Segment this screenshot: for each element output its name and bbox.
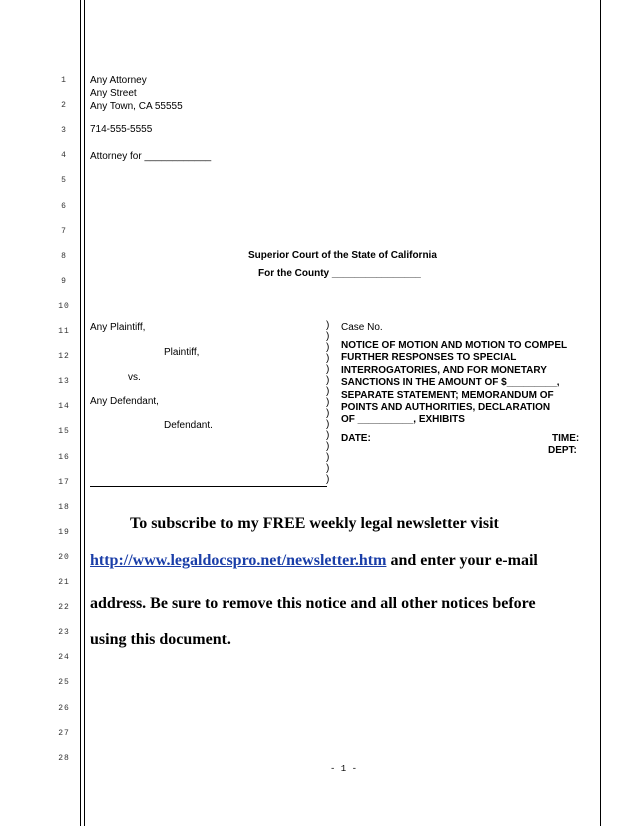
caption-paren: ): [326, 342, 330, 353]
caption-paren: ): [326, 320, 330, 331]
left-margin-rule-2: [84, 0, 85, 826]
caption-paren: ): [326, 441, 330, 452]
caption-paren: ): [326, 463, 330, 474]
line-number: 13: [58, 377, 70, 387]
line-number: 15: [58, 427, 70, 437]
caption-paren: ): [326, 353, 330, 364]
attorney-phone: 714-555-5555: [90, 124, 153, 135]
newsletter-link[interactable]: http://www.legaldocspro.net/newsletter.htm: [90, 552, 387, 569]
caption-paren: ): [326, 452, 330, 463]
attorney-name: Any Attorney: [90, 75, 147, 86]
line-number: 17: [58, 477, 70, 487]
line-number: 16: [58, 452, 70, 462]
notice-line-3: address. Be sure to remove this notice and all other notices before: [90, 595, 536, 612]
line-number: 24: [58, 653, 70, 663]
right-margin-rule: [600, 0, 601, 826]
caption-paren: ): [326, 419, 330, 430]
line-number: 19: [58, 527, 70, 537]
case-title-line: OF __________, EXHIBITS: [341, 414, 465, 426]
line-number: 2: [61, 101, 67, 111]
line-number: 21: [58, 578, 70, 587]
plaintiff-name: Any Plaintiff,: [90, 322, 146, 333]
line-number: 7: [61, 226, 67, 236]
caption-paren: ): [326, 386, 330, 397]
line-number: 22: [58, 603, 70, 613]
notice-line-2-rest: and enter your e-mail: [386, 552, 538, 569]
caption-paren: ): [326, 331, 330, 342]
line-number: 5: [61, 176, 67, 186]
case-title-line: SEPARATE STATEMENT; MEMORANDUM OF: [341, 389, 554, 401]
caption-paren: ): [326, 364, 330, 375]
caption-paren: ): [326, 408, 330, 419]
line-number: 18: [58, 502, 70, 512]
case-title-line: INTERROGATORIES, AND FOR MONETARY: [341, 364, 547, 376]
notice-line-4: using this document.: [90, 631, 231, 648]
notice-line-1: To subscribe to my FREE weekly legal newsletter visit: [130, 515, 499, 532]
court-name: Superior Court of the State of California: [248, 250, 437, 261]
line-number: 23: [58, 628, 70, 638]
attorney-for: Attorney for ____________: [90, 151, 212, 162]
line-number: 4: [61, 151, 67, 161]
line-number: 28: [58, 753, 70, 763]
case-title-line: SANCTIONS IN THE AMOUNT OF $_________,: [341, 377, 560, 389]
caption-underline: [90, 486, 327, 487]
line-number: 12: [58, 352, 70, 362]
left-margin-rule-1: [80, 0, 81, 826]
court-county: For the County ________________: [258, 268, 421, 279]
line-number: 20: [58, 552, 70, 562]
attorney-city: Any Town, CA 55555: [90, 101, 183, 112]
page-number: - 1 -: [330, 764, 358, 774]
caption-paren: ): [326, 397, 330, 408]
line-number: 11: [58, 327, 70, 336]
line-number: 1: [61, 76, 67, 85]
caption-paren: ): [326, 430, 330, 441]
case-title-line: POINTS AND AUTHORITIES, DECLARATION: [341, 402, 551, 414]
line-number: 26: [58, 703, 70, 713]
notice-line-2: [90, 552, 538, 570]
line-number: 14: [58, 402, 70, 412]
case-number-label: Case No.: [341, 322, 383, 333]
line-number: 3: [61, 126, 67, 136]
attorney-street: Any Street: [90, 88, 137, 99]
line-number: 9: [61, 276, 67, 286]
date-label: DATE:: [341, 433, 371, 444]
line-number: 10: [58, 301, 70, 311]
case-title: [341, 340, 567, 427]
versus: vs.: [128, 372, 141, 383]
dept-label: DEPT:: [548, 445, 577, 456]
line-number: 6: [61, 201, 67, 211]
caption-paren: ): [326, 474, 330, 485]
caption-paren: ): [326, 375, 330, 386]
line-number: 27: [58, 728, 70, 738]
defendant-name: Any Defendant,: [90, 396, 159, 407]
time-label: TIME:: [552, 433, 580, 444]
defendant-role: Defendant.: [164, 420, 213, 431]
plaintiff-role: Plaintiff,: [164, 347, 200, 358]
case-title-line: NOTICE OF MOTION AND MOTION TO COMPEL: [341, 340, 568, 351]
line-number: 8: [61, 251, 67, 261]
case-title-line: FURTHER RESPONSES TO SPECIAL: [341, 352, 517, 364]
line-number: 25: [58, 678, 70, 688]
